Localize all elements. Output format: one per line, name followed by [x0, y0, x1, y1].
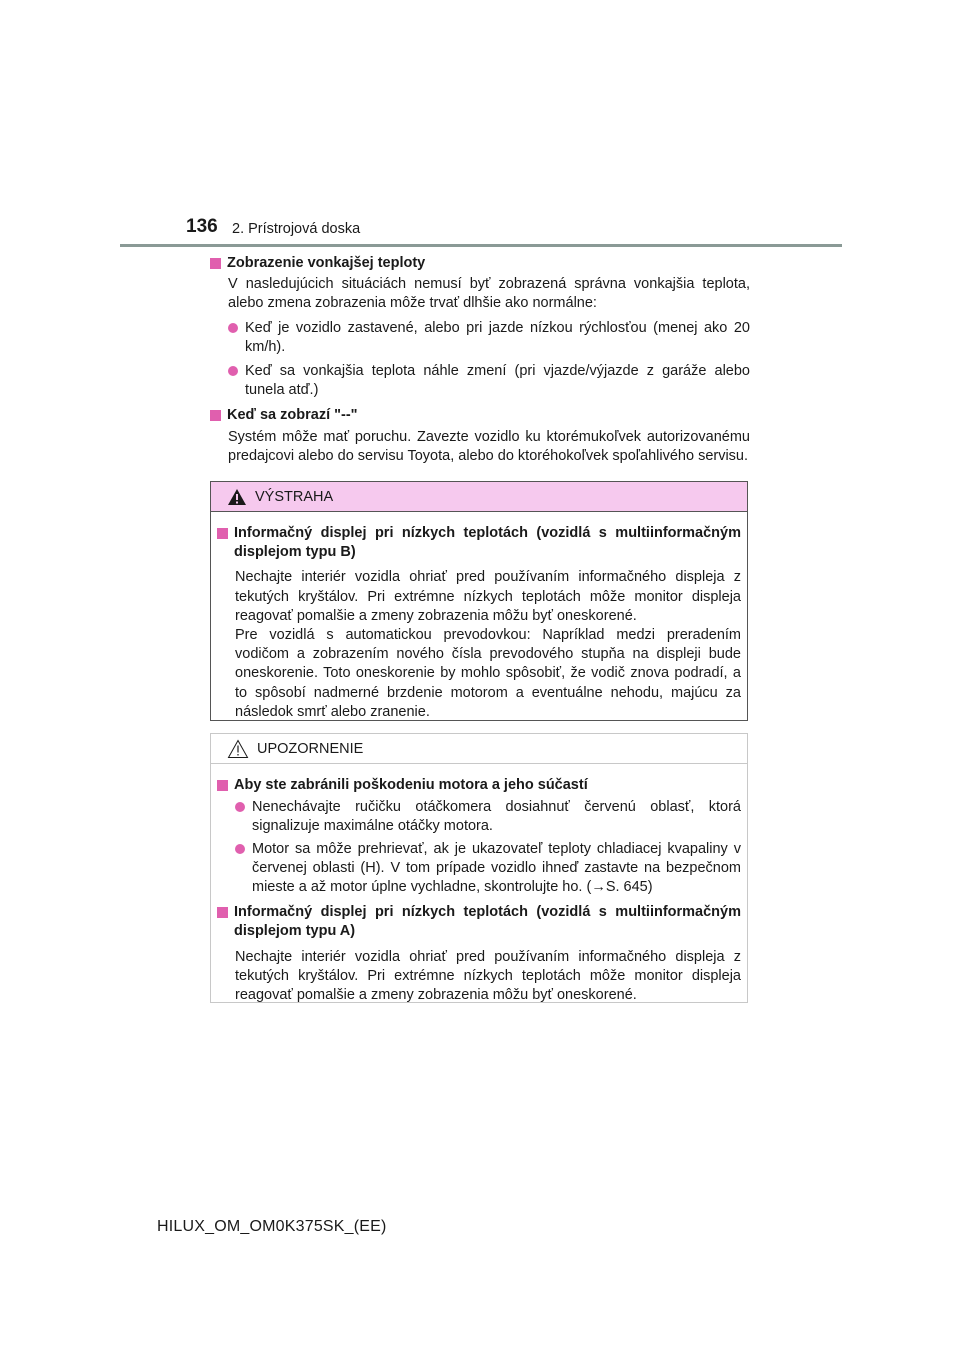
warning-para-2: Pre vozidlá s automatickou prevodovkou: Napríklad medzi preradením vodičom a zobrazením nového čísla prevodového stupňa na displeji bude oneskorenie. Toto oneskorenie by mohlo spôsobiť, že vodič znova podradí, a to spôsobí nadmerné brzdenie motorom a eventuálne nehodu, majúcu za následok smrť alebo zranenie.: [235, 627, 741, 720]
list-item-text: Keď sa vonkajšia teplota náhle zmení (pri vjazde/výjazde z garáže alebo tunela atď.): [245, 363, 750, 399]
warning-triangle-icon: [227, 488, 247, 506]
warning-body: [211, 512, 747, 722]
dash-display-text: Systém môže mať poruchu. Zavezte vozidlo ku ktorémukoľvek autorizovanému predajcovi alebo do servisu Toyota, alebo do ktoréhokoľvek spoľahlivého servisu.: [228, 428, 750, 464]
page-number: 136: [186, 216, 218, 237]
warning-title: VÝSTRAHA: [255, 488, 334, 505]
caution-box: [210, 733, 748, 1003]
square-bullet-icon: [217, 907, 228, 918]
list-item-text: Keď je vozidlo zastavené, alebo pri jazde nízkou rýchlosťou (menej ako 20 km/h).: [245, 319, 750, 355]
main-content: [210, 254, 750, 472]
round-bullet-icon: [235, 844, 245, 854]
header-rule: [120, 244, 842, 247]
caution-body: [211, 764, 747, 1005]
warning-heading-text: Informačný displej pri nízkych teplotách (vozidlá s multiinformačným displejom typu B): [234, 525, 741, 561]
outside-temp-section: [210, 254, 750, 400]
page-header: [0, 0, 960, 250]
list-item: [210, 319, 750, 357]
round-bullet-icon: [235, 802, 245, 812]
square-bullet-icon: [210, 258, 221, 269]
warning-para-1: Nechajte interiér vozidla ohriať pred používaním informačného displeja z tekutých kryštálov. Pri extrémne nízkych teplotách môže monitor displeja reagovať pomalšie a zmeny zobrazenia môžu byť oneskorené.: [235, 569, 741, 624]
dash-display-heading-text: Keď sa zobrazí "--": [227, 407, 358, 424]
square-bullet-icon: [217, 528, 228, 539]
round-bullet-icon: [228, 323, 238, 333]
square-bullet-icon: [210, 410, 221, 421]
caution-triangle-icon: [227, 739, 249, 759]
list-item: [217, 798, 741, 836]
outside-temp-heading-text: Zobrazenie vonkajšej teploty: [227, 255, 426, 271]
outside-temp-intro: V nasledujúcich situáciách nemusí byť zobrazená správna vonkajšia teplota, alebo zmena zobrazenia môže trvať dlhšie ako normálne:: [228, 276, 750, 312]
caution-heading-1: [217, 776, 741, 795]
document-code: HILUX_OM_OM0K375SK_(EE): [157, 1218, 387, 1235]
caution-heading-2: [217, 903, 741, 941]
square-bullet-icon: [217, 780, 228, 791]
caution-heading-2-text: Informačný displej pri nízkych teplotách (vozidlá s multiinformačným displejom typu A): [234, 904, 741, 940]
caution-para: Nechajte interiér vozidla ohriať pred používaním informačného displeja z tekutých kryštálov. Pri extrémne nízkych teplotách môže monitor displeja reagovať pomalšie a zmeny zobrazenia môžu byť oneskorené.: [235, 948, 741, 1004]
list-item: [217, 840, 741, 898]
round-bullet-icon: [228, 366, 238, 376]
list-item-text: Motor sa môže prehrievať, ak je ukazovateľ teploty chladiacej kvapaliny v červenej oblasti (H). V tom prípade vozidlo ihneď zastavte na bezpečnom mieste a až motor úplne vychladne, skontrolujte ho. (→S. 645): [252, 840, 741, 896]
outside-temp-heading: [210, 254, 750, 273]
warning-header: [211, 482, 747, 512]
warning-box: [210, 481, 748, 721]
list-item-text: Nenechávajte ručičku otáčkomera dosiahnuť červenú oblasť, ktorá signalizuje maximálne otáčky motora.: [252, 799, 741, 835]
list-item: [210, 362, 750, 400]
caution-title: UPOZORNENIE: [257, 740, 364, 757]
caution-heading-1-text: Aby ste zabránili poškodeniu motora a jeho súčastí: [234, 777, 588, 793]
section-title: 2. Prístrojová doska: [232, 221, 361, 237]
dash-display-section: [210, 406, 750, 466]
warning-heading: [217, 524, 741, 562]
dash-display-heading: [210, 406, 750, 425]
caution-header: [211, 734, 747, 764]
